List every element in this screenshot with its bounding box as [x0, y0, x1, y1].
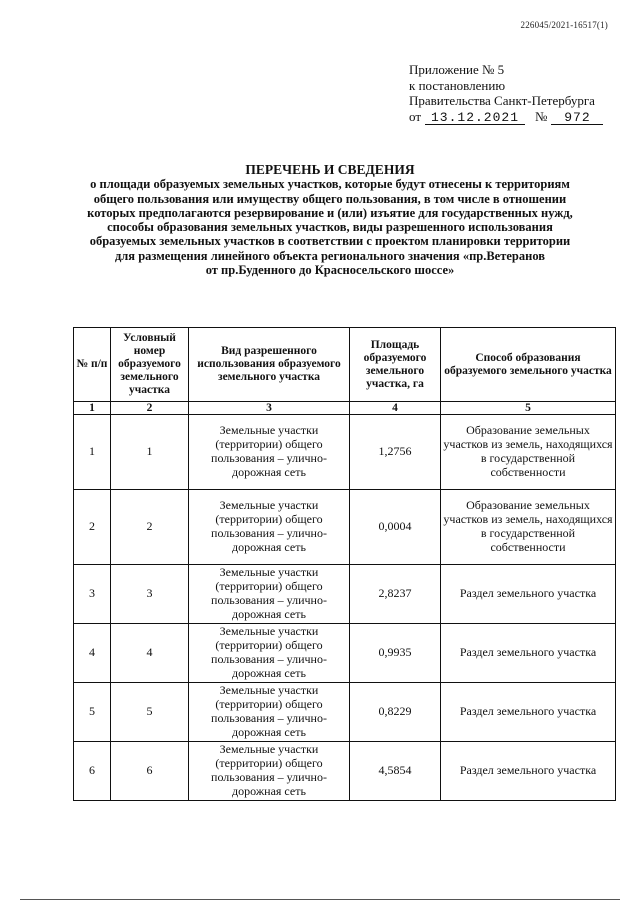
annex-date-line — [409, 109, 603, 125]
plots-table — [73, 327, 616, 801]
page-bottom-rule — [20, 899, 620, 900]
document-title — [60, 163, 600, 277]
table-row — [74, 742, 616, 801]
cell-code: 1 — [111, 415, 189, 490]
cell-index: 2 — [74, 490, 111, 565]
cell-area: 4,5854 — [350, 742, 441, 801]
cell-use: Земельные участки (территории) общего пользования – улично-дорожная сеть — [189, 490, 350, 565]
cell-area: 2,8237 — [350, 565, 441, 624]
cell-use: Земельные участки (территории) общего пользования – улично-дорожная сеть — [189, 683, 350, 742]
cell-code: 2 — [111, 490, 189, 565]
table-row — [74, 624, 616, 683]
cell-area: 1,2756 — [350, 415, 441, 490]
cell-method: Раздел земельного участка — [441, 683, 616, 742]
table-row — [74, 683, 616, 742]
title-heading: ПЕРЕЧЕНЬ И СВЕДЕНИЯ — [245, 162, 415, 177]
title-line: для размещения линейного объекта регионального значения «пр.Ветеранов — [114, 248, 546, 263]
cell-code: 3 — [111, 565, 189, 624]
cell-use: Земельные участки (территории) общего пользования – улично-дорожная сеть — [189, 415, 350, 490]
cell-code: 5 — [111, 683, 189, 742]
cell-use: Земельные участки (территории) общего пользования – улично-дорожная сеть — [189, 742, 350, 801]
column-number: 5 — [441, 402, 616, 415]
cell-use: Земельные участки (территории) общего пользования – улично-дорожная сеть — [189, 624, 350, 683]
cell-code: 6 — [111, 742, 189, 801]
annex-line-3: Правительства Санкт-Петербурга — [409, 93, 595, 108]
annex-block — [409, 62, 603, 125]
cell-method: Образование земельных участков из земель, находящихся в государственной собственности — [441, 415, 616, 490]
title-line: способы образования земельных участков, виды разрешенного использования — [107, 220, 553, 235]
column-number: 2 — [111, 402, 189, 415]
cell-index: 4 — [74, 624, 111, 683]
number-label: № — [535, 108, 548, 124]
annex-line-1: Приложение № 5 — [409, 62, 505, 77]
table-row — [74, 565, 616, 624]
cell-method: Раздел земельного участка — [441, 742, 616, 801]
column-number: 1 — [74, 402, 111, 415]
cell-index: 1 — [74, 415, 111, 490]
from-label: от — [409, 108, 422, 124]
cell-method: Образование земельных участков из земель, находящихся в государственной собственности — [441, 490, 616, 565]
table-row — [74, 415, 616, 490]
cell-index: 5 — [74, 683, 111, 742]
column-number: 3 — [189, 402, 350, 415]
document-number: 226045/2021-16517(1) — [520, 20, 608, 30]
title-line: от пр.Буденного до Красносельского шоссе» — [205, 263, 455, 278]
cell-area: 0,0004 — [350, 490, 441, 565]
table-header-row — [74, 328, 616, 402]
cell-use: Земельные участки (территории) общего пользования – улично-дорожная сеть — [189, 565, 350, 624]
cell-index: 6 — [74, 742, 111, 801]
resolution-date: 13.12.2021 — [425, 111, 525, 125]
column-number: 4 — [350, 402, 441, 415]
header-cell: Способ образования образуемого земельного участка — [441, 328, 616, 402]
header-cell: Площадь образуемого земельного участка, га — [350, 328, 441, 402]
header-cell: № п/п — [74, 328, 111, 402]
cell-area: 0,8229 — [350, 683, 441, 742]
resolution-number: 972 — [551, 111, 603, 125]
title-line: образуемых земельных участков в соответствии с проектом планировки территории — [89, 234, 571, 249]
column-number-row — [74, 402, 616, 415]
cell-method: Раздел земельного участка — [441, 565, 616, 624]
cell-method: Раздел земельного участка — [441, 624, 616, 683]
cell-code: 4 — [111, 624, 189, 683]
title-line: общего пользования или имуществу общего пользования, в том числе в отношении — [93, 191, 567, 206]
cell-index: 3 — [74, 565, 111, 624]
annex-line-2: к постановлению — [409, 77, 506, 93]
cell-area: 0,9935 — [350, 624, 441, 683]
title-line: о площади образуемых земельных участков, которые будут отнесены к территориям — [90, 177, 570, 192]
header-cell: Вид разрешенного использования образуемого земельного участка — [189, 328, 350, 402]
header-cell: Условный номер образуемого земельного участка — [111, 328, 189, 402]
table-row — [74, 490, 616, 565]
title-line: которых предполагаются резервирование и (или) изъятие для государственных нужд, — [87, 205, 573, 220]
